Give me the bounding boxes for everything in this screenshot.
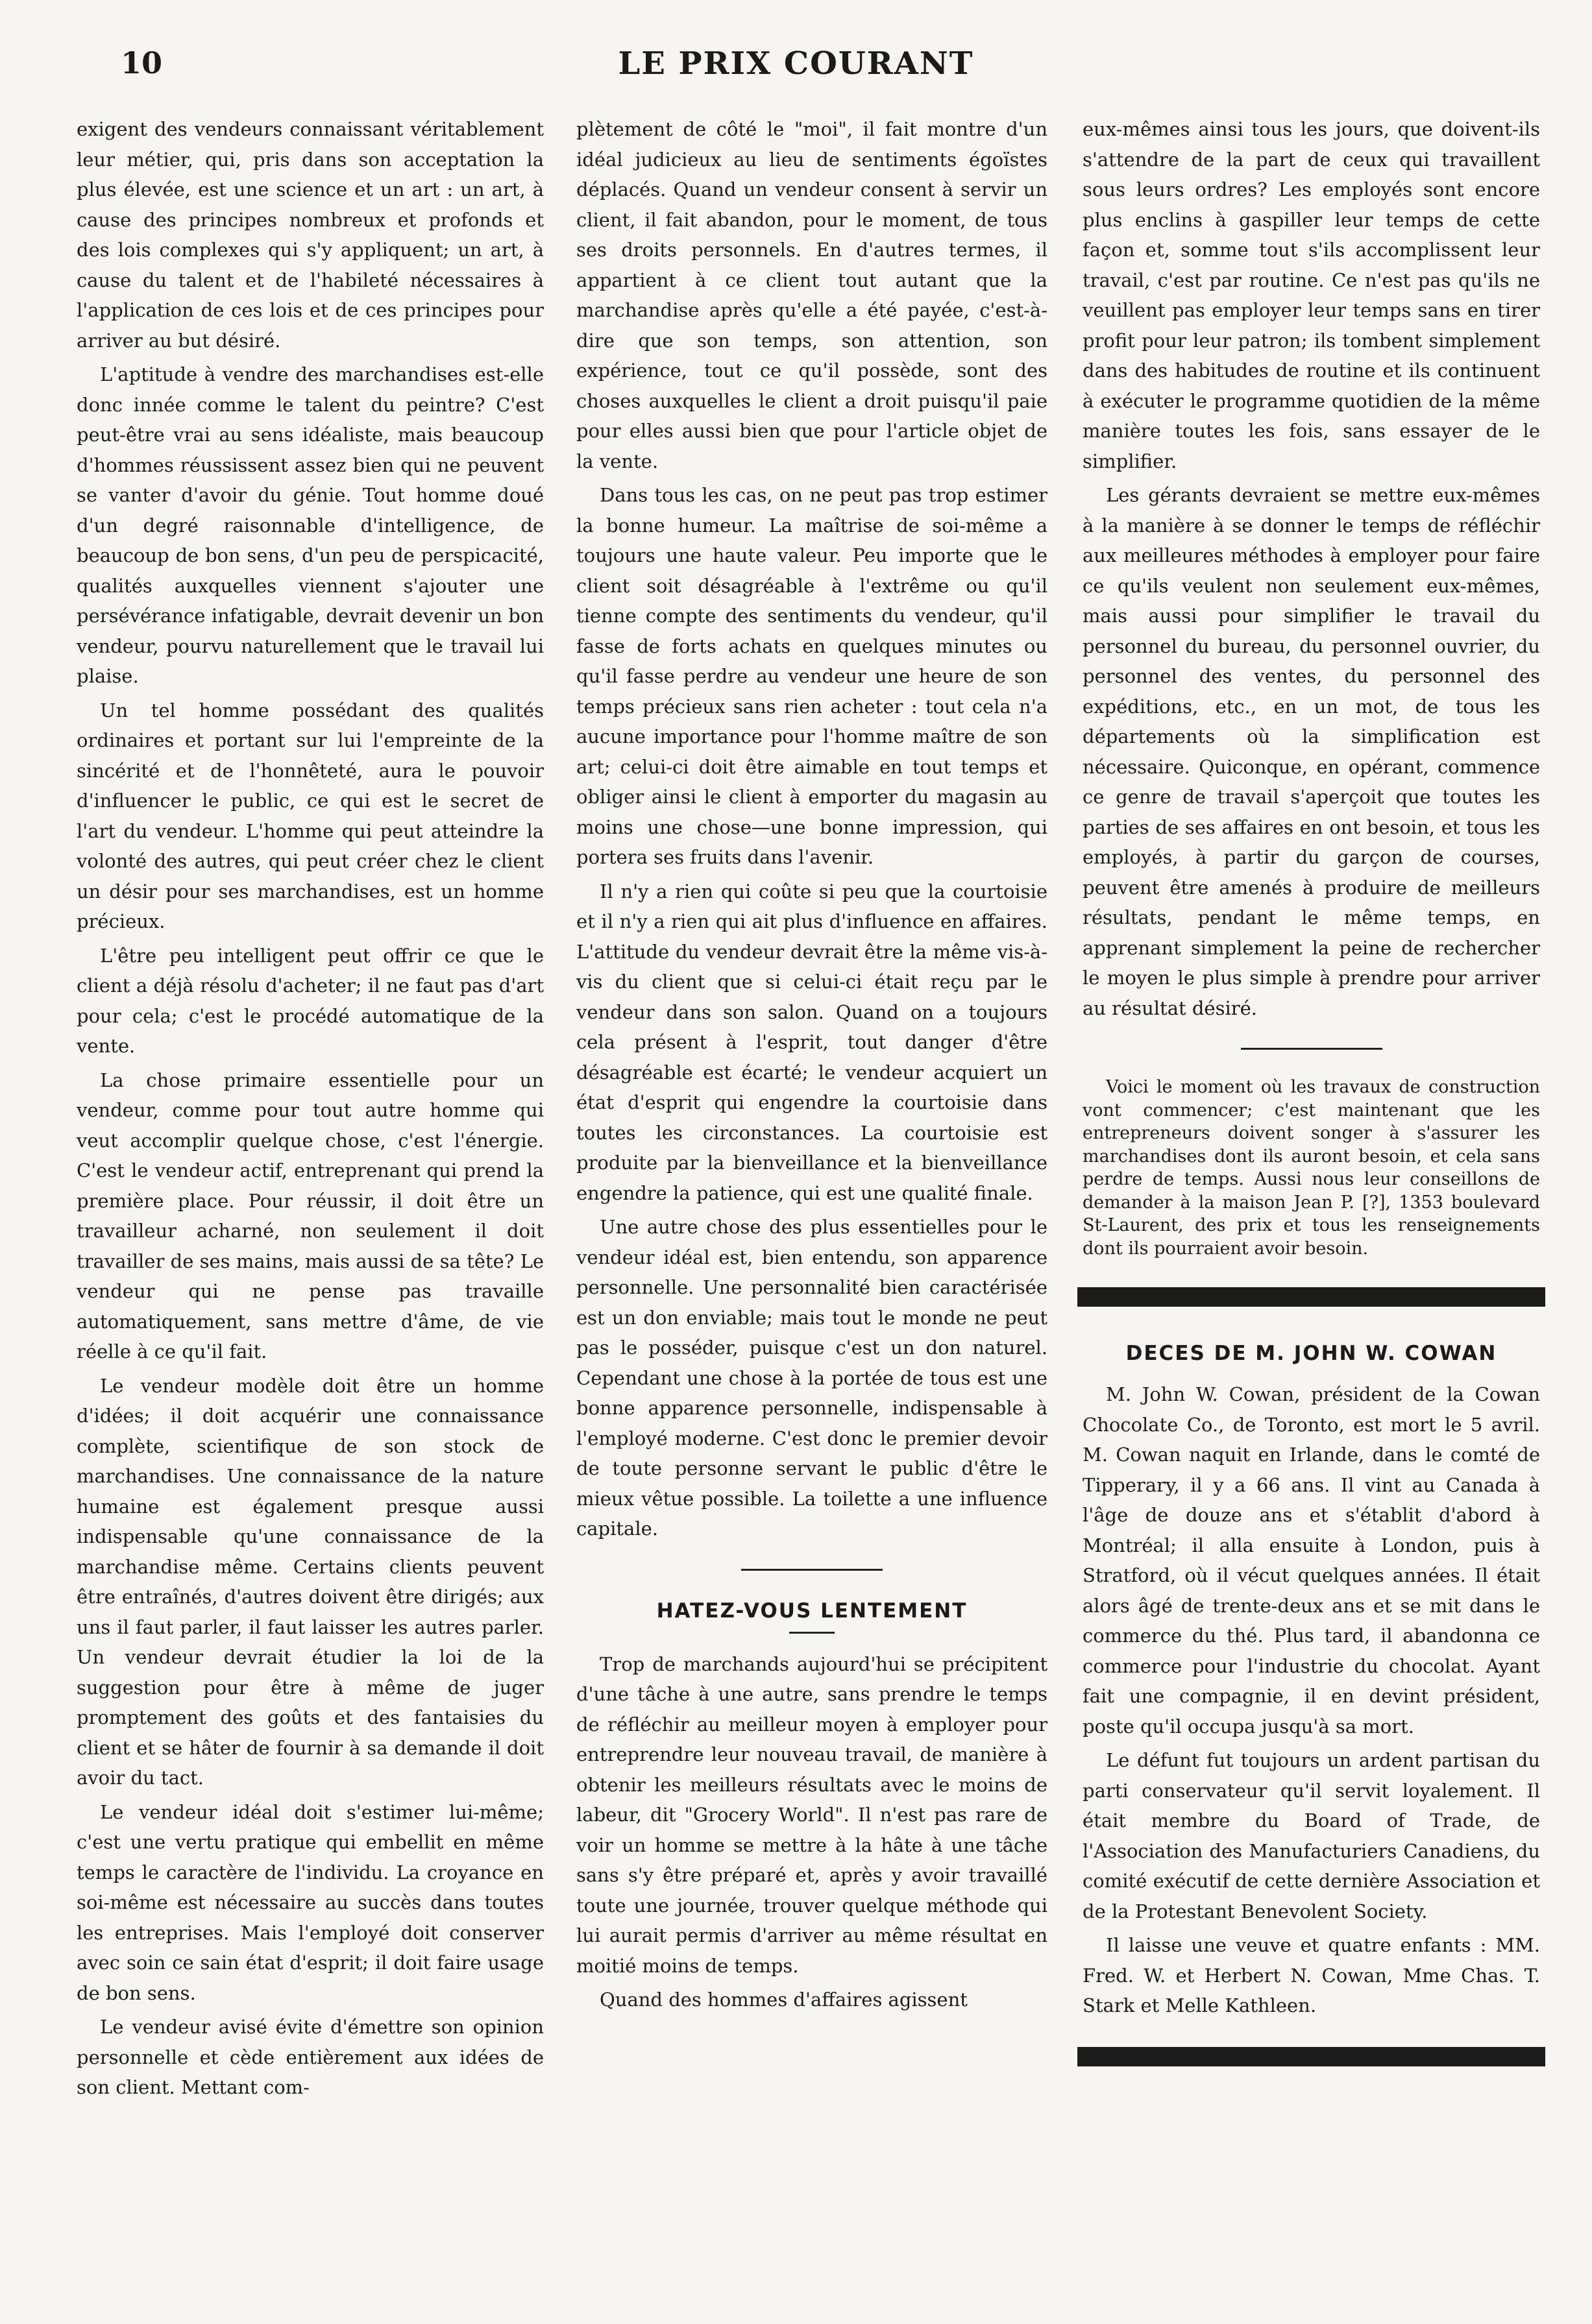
article-paragraph: L'être peu intelligent peut offrir ce que le client a déjà résolu d'acheter; il ne faut pas d'art pour cela; c'est le procédé automatique de la vente. [77,944,544,1057]
article-paragraph: Une autre chose des plus essentielles pour le vendeur idéal est, bien entendu, son apparence personnelle. Une personnalité bien caractérisée est un don enviable; mais tout le monde ne peut pas le posséder, puisque c'est un don naturel. Cependant une chose à la portée de tous est une bonne apparence personnelle, indispensable à l'employé moderne. C'est donc le premier devoir de toute personne servant le public d'être le mieux vêtue possible. La toilette a une influence capitale. [576,1216,1047,1540]
article-paragraph: Le vendeur avisé évite d'émettre son opinion personnelle et cède entièrement aux idées de son client. Mettant com- [77,2016,544,2098]
article-paragraph: L'aptitude à vendre des marchandises est-elle donc innée comme le talent du peintre? C'est peut-être vrai au sens idéaliste, mais beaucoup d'hommes réussissent assez bien qui ne peuvent se vanter d'avoir du génie. Tout homme doué d'un degré raisonnable d'intelligence, de beaucoup de bon sens, d'un peu de perspicacité, qualités auxquelles viennent s'ajouter une persévérance infatigable, devrait devenir un bon vendeur, pourvu naturellement que le travail lui plaise. [77,363,544,687]
article-paragraph: Le défunt fut toujours un ardent partisan du parti conservateur qu'il servit loyalement. Il était membre du Board of Trade, de l'Association des Manufacturiers Canadiens, du comité exécutif de cette dernière Association et de la Protestant Benevolent Society. [1083,1749,1540,1922]
article-paragraph: Quand des hommes d'affaires agissent [600,1989,968,2011]
article-title-hatez: HATEZ-VOUS LENTEMENT [656,1599,968,1623]
title-underline [789,1632,835,1634]
article-paragraph: exigent des vendeurs connaissant véritablement leur métier, qui, pris dans son acceptation la plus élevée, est une science et un art : un art, à cause des principes nombreux et profonds et des lois complexes qui s'y appliquent; un art, à cause du talent et de l'habileté nécessaires à l'application de ces lois et de ces principes pour arriver au but désiré. [77,118,544,352]
construction-notice [1083,1076,1540,1260]
article-paragraph: Les gérants devraient se mettre eux-mêmes à la manière à se donner le temps de réfléchir aux meilleures méthodes à employer pour faire ce qu'ils veulent non seulement eux-mêmes, mais aussi pour simplifier le travail du personnel du bureau, du personnel ouvrier, du personnel des ventes, du personnel des expéditions, etc., en un mot, de tous les départements où la simplification est nécessaire. Quiconque, en opérant, commence ce genre de travail s'aperçoit que toutes les parties de ses affaires en ont besoin, et tous les employés, à partir du garçon de courses, peuvent être amenés à produire de meilleurs résultats, pendant le même temps, en apprenant simplement la peine de rechercher le moyen le plus simple à prendre pour arriver au résultat désiré. [1083,484,1540,1019]
column-1 [77,114,544,2103]
article-paragraph: Il laisse une veuve et quatre enfants : MM. Fred. W. et Herbert N. Cowan, Mme Chas. T. Stark et Melle Kathleen. [1083,1934,1540,2016]
article-paragraph: M. John W. Cowan, président de la Cowan Chocolate Co., de Toronto, est mort le 5 avril. M. Cowan naquit en Irlande, dans le comté de Tipperary, il y a 66 ans. Il vint au Canada à l'âge de douze ans et s'établit d'abord à Montréal; il alla ensuite à London, puis à Stratford, où il vécut quelques années. Il était alors âgé de trente-deux ans et se mit dans le commerce du thé. Plus tard, il abandonna ce commerce pour l'industrie du chocolat. Ayant fait une compagnie, il en devint président, poste qu'il occupa jusqu'à sa mort. [1083,1383,1540,1737]
article-paragraph: eux-mêmes ainsi tous les jours, que doivent-ils s'attendre de la part de ceux qui travaillent sous leurs ordres? Les employés sont encore plus enclins à gaspiller leur temps de cette façon et, somme tout s'ils accomplissent leur travail, c'est par routine. Ce n'est pas qu'ils ne veuillent pas employer leur temps sans en tirer profit pour leur patron; ils tombent simplement dans des habitudes de routine et ils continuent à exécuter le programme quotidien de la même manière toutes les fois, sans essayer de le simplifier. [1083,118,1540,472]
section-divider [1241,1048,1382,1050]
article-title-deces: DECES DE M. JOHN W. COWAN [1125,1342,1497,1365]
article-paragraph: Le vendeur modèle doit être un homme d'idées; il doit acquérir une connaissance complète, scientifique de son stock de marchandises. Une connaissance de la nature humaine est également presque aussi indispensable qu'une connaissance de la marchandise même. Certains clients peuvent être entraînés, d'autres doivent être dirigés; aux uns il faut parler, il faut laisser les autres parler. Un vendeur devrait étudier la loi de la suggestion pour être à même de juger promptement des goûts et des fantaisies du client et se hâter de fournir à sa demande il doit avoir du tact. [77,1374,544,1789]
journal-title: LE PRIX COURANT [618,45,974,82]
article-paragraph: Trop de marchands aujourd'hui se précipitent d'une tâche à une autre, sans prendre le temps de réfléchir au meilleur moyen à employer pour entreprendre leur nouveau travail, de manière à obtenir les meilleurs résultats avec le moins de labeur, dit "Grocery World". Il n'est pas rare de voir un homme se mettre à la hâte à une tâche sans s'y être préparé et, après y avoir travaillé toute une journée, trouver quelque méthode qui lui aurait permis d'arriver au même résultat en moitié moins de temps. [576,1652,1047,1977]
section-divider [741,1569,883,1571]
article-paragraph: Dans tous les cas, on ne peut pas trop estimer la bonne humeur. La maîtrise de soi-même a toujours une haute valeur. Peu importe que le client soit désagréable à l'extrême ou qu'il tienne compte des sentiments du vendeur, qu'il fasse de forts achats en quelques minutes ou qu'il fasse perdre au vendeur une heure de son temps précieux sans rien acheter : tout cela n'a aucune importance pour l'homme maître de son art; celui-ci doit être aimable en tout temps et obliger ainsi le client à emporter du magasin au moins une chose—une bonne impression, qui portera ses fruits dans l'avenir. [576,484,1047,868]
article-paragraph: Le vendeur idéal doit s'estimer lui-même; c'est une vertu pratique qui embellit en même temps le caractère de l'individu. La croyance en soi-même est nécessaire au succès dans toutes les entreprises. Mais l'employé doit conserver avec soin ce sain état d'esprit; il doit faire usage de bon sens. [77,1800,544,2004]
article-paragraph: Un tel homme possédant des qualités ordinaires et portant sur lui l'empreinte de la sincérité et de l'honnêteté, aura le pouvoir d'influencer le public, ce qui est le secret de l'art du vendeur. L'homme qui peut atteindre la volonté des autres, qui peut créer chez le client un désir pour ses marchandises, est un homme précieux. [77,699,544,932]
heavy-rule [1077,1287,1545,1307]
article-paragraph: La chose primaire essentielle pour un vendeur, comme pour tout autre homme qui veut accomplir quelque chose, c'est l'énergie. C'est le vendeur actif, entreprenant qui prend la première place. Pour réussir, il doit être un travailleur acharné, non seulement il doit travailler de ses mains, mais aussi de sa tête? Le vendeur qui ne pense pas travaille automatiquement, sans mettre d'âme, de vie réelle à ce qu'il fait. [77,1069,544,1362]
article-paragraph: Il n'y a rien qui coûte si peu que la courtoisie et il n'y a rien qui ait plus d'influence en affaires. L'attitude du vendeur devrait être la même vis-à-vis du client que si celui-ci était reçu par le vendeur dans son salon. Quand on a toujours cela présent à l'esprit, tout danger d'être désagréable est écarté; le vendeur acquiert un état d'esprit qui engendre la courtoisie dans toutes les circonstances. La courtoisie est produite par la bienveillance et la bienveillance engendre la patience, qui est une qualité finale. [576,880,1047,1204]
heavy-rule [1077,2047,1545,2066]
column-3 [1083,114,1540,2099]
article-paragraph: plètement de côté le "moi", il fait montre d'un idéal judicieux au lieu de sentiments égoïstes déplacés. Quand un vendeur consent à servir un client, il fait abandon, pour le moment, de tous ses droits personnels. En d'autres termes, il appartient à ce client tout autant que la marchandise après qu'elle a été payée, c'est-à-dire que son temps, son attention, son expérience, tout ce qu'il possède, sont des choses auxquelles le client a droit puisqu'il paie pour elles aussi bien que pour l'article objet de la vente. [576,118,1047,472]
notice-paragraph: Voici le moment où les travaux de construction vont commencer; c'est maintenant que les entrepreneurs doivent songer à s'assurer les marchandises dont ils auront besoin, et cela sans perdre de temps. Aussi nous leur conseillons de demander à la maison Jean P. [?], 1353 boulevard St-Laurent, des prix et tous les renseignements dont ils pourraient avoir besoin. [1083,1077,1540,1259]
column-2 [576,114,1047,2015]
page-number: 10 [121,45,163,80]
